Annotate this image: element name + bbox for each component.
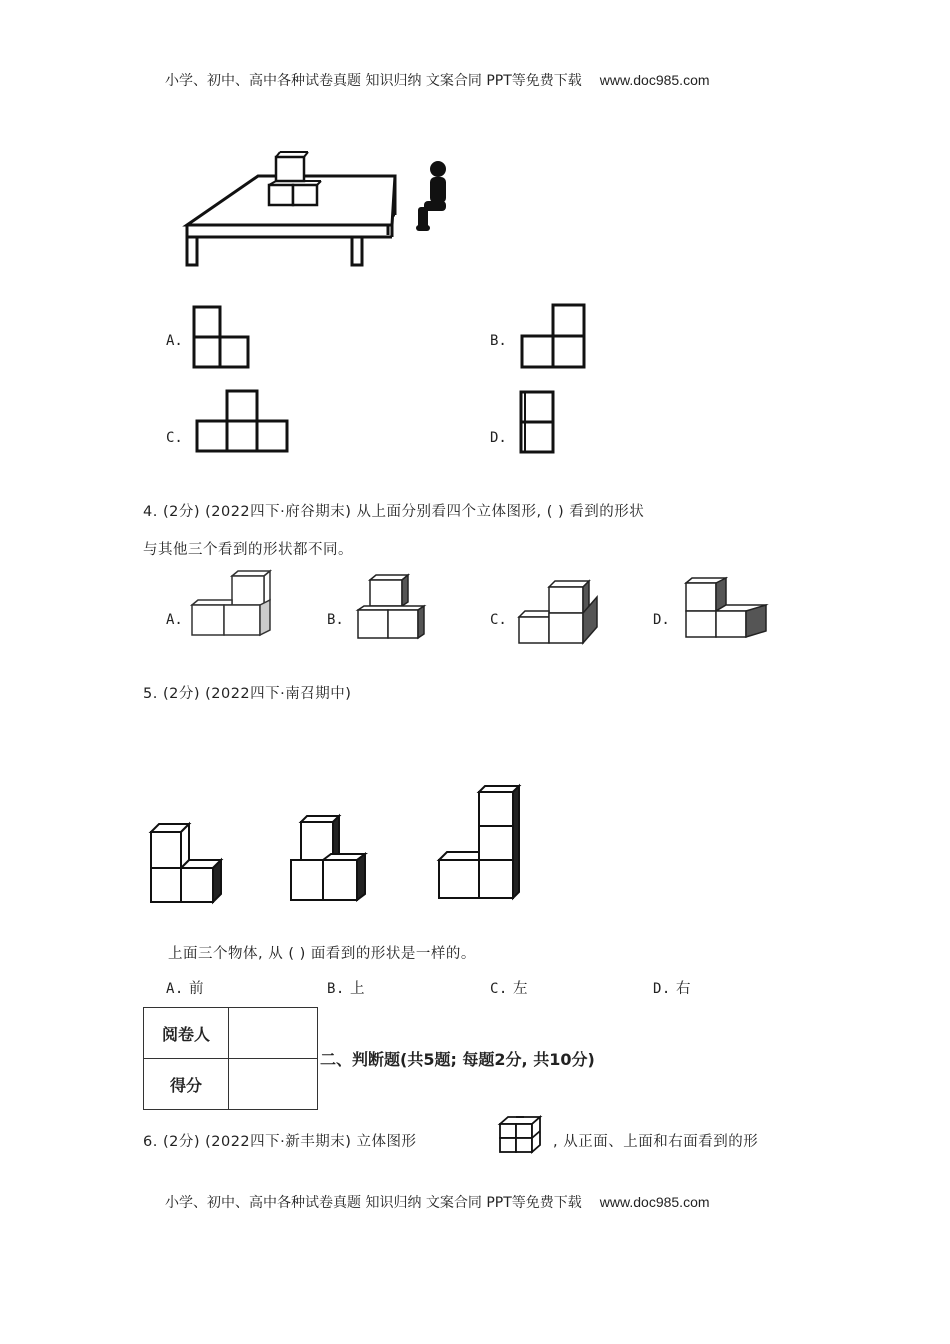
q5-option-b: B. 上 [327,981,365,997]
q5-option-a: A. 前 [166,981,204,997]
score-table [143,1007,318,1110]
q5-object-3 [437,784,527,904]
q4-option-d-label: D. [653,612,670,628]
q4-option-c-figure [515,577,605,647]
q3-option-c-label: C. [166,430,183,446]
q3-option-a-label: A. [166,333,183,349]
reviewer-cell[interactable] [229,1008,318,1059]
q5-line1: 5. (2分) (2022四下·南召期中) [143,686,352,702]
q5-object-2 [285,814,375,906]
q6-prefix: 6. (2分) (2022四下·新丰期末) 立体图形 [143,1134,417,1150]
score-cell[interactable] [229,1059,318,1110]
reviewer-label: 阅卷人 [144,1008,229,1059]
q4-option-b-label: B. [327,612,344,628]
q3-table-figure [180,145,480,275]
q6-suffix: , 从正面、上面和右面看到的形 [553,1134,759,1150]
footer-site: www.doc985.com [599,1194,710,1210]
q5-object-1 [145,822,235,914]
q3-option-b-figure [520,303,590,369]
q4-option-c-label: C. [490,612,507,628]
q3-option-b-label: B. [490,333,507,349]
q4-option-a-figure [190,570,274,640]
q6-solid-figure [498,1114,544,1156]
q4-line1: 4. (2分) (2022四下·府谷期末) 从上面分别看四个立体图形, ( ) 看到的形状 [143,504,645,520]
q3-option-a-figure [192,305,252,371]
score-label: 得分 [144,1059,229,1110]
header-site: www.doc985.com [599,72,710,88]
q5-option-c: C. 左 [490,981,528,997]
q5-option-d: D. 右 [653,981,691,997]
q3-option-d-figure [519,390,555,456]
q4-option-b-figure [354,572,428,642]
q4-option-d-figure [682,575,768,641]
page-header: 小学、初中、高中各种试卷真题 知识归纳 文案合同 PPT等免费下载 www.doc985.com [165,72,710,89]
child-figure [416,161,446,231]
q3-option-d-label: D. [490,430,507,446]
q3-option-c-figure [195,389,291,453]
q4-option-a-label: A. [166,612,183,628]
q4-line2: 与其他三个看到的形状都不同。 [143,542,353,558]
section-2-title: 二、判断题(共5题; 每题2分, 共10分) [320,1050,595,1069]
page-footer: 小学、初中、高中各种试卷真题 知识归纳 文案合同 PPT等免费下载 www.doc985.com [165,1194,710,1211]
q5-question: 上面三个物体, 从 ( ) 面看到的形状是一样的。 [168,946,476,962]
